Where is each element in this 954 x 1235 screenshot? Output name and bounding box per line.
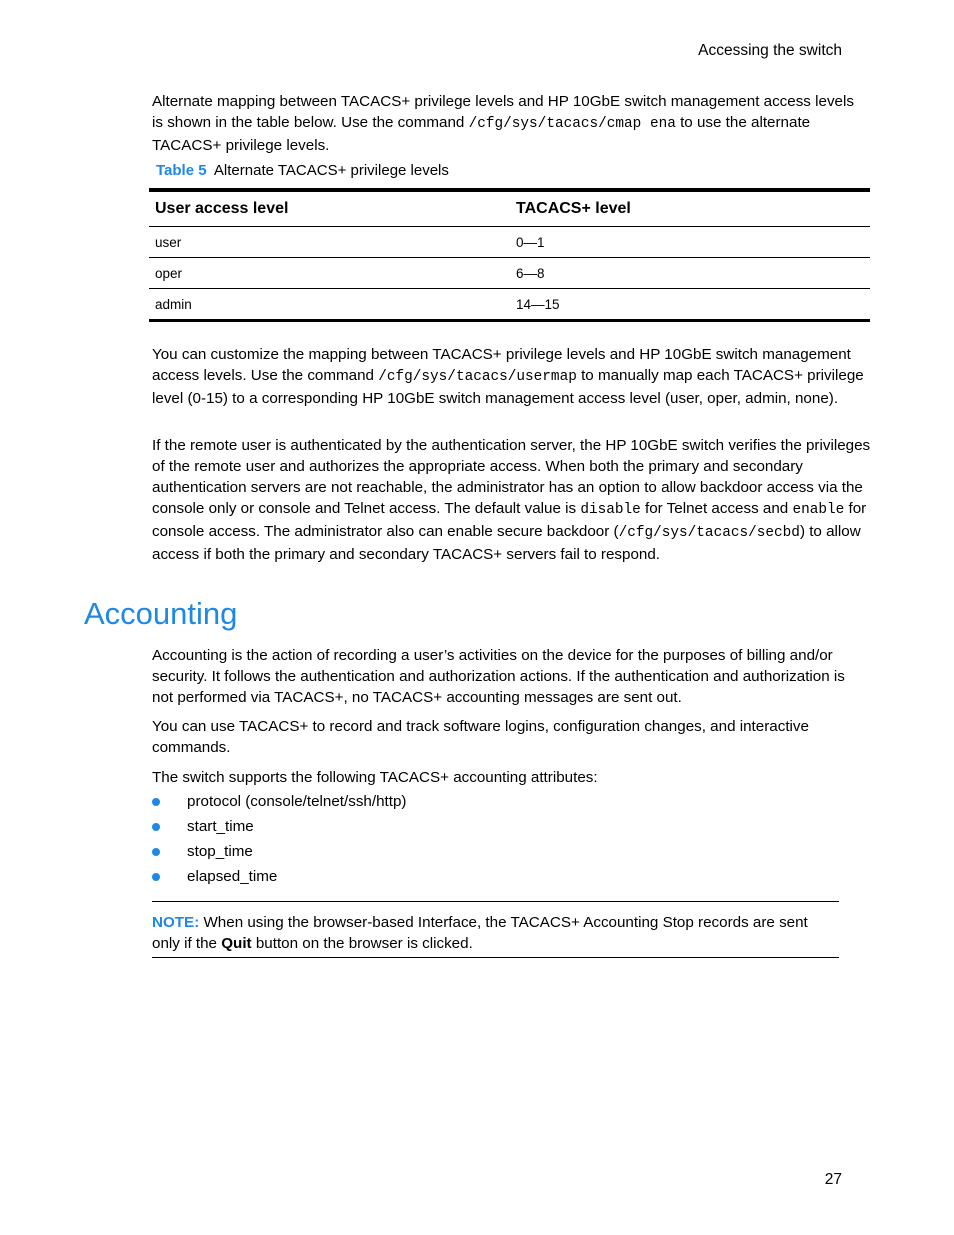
- cell-access-level: user: [149, 227, 510, 258]
- table-title: Alternate TACACS+ privilege levels: [213, 162, 449, 179]
- quit-button-name: Quit: [221, 935, 252, 952]
- table-number: Table 5: [156, 162, 207, 179]
- privilege-levels-table: [149, 188, 870, 322]
- accounting-paragraph-3: The switch supports the following TACACS+ accounting attributes:: [152, 769, 598, 786]
- bullet-icon: [152, 823, 160, 831]
- cmap-command: /cfg/sys/tacacs/cmap ena: [468, 116, 676, 132]
- section-heading-accounting: Accounting: [84, 596, 238, 631]
- bullet-icon: [152, 798, 160, 806]
- col-tacacs-level: TACACS+ level: [510, 190, 870, 227]
- bullet-icon: [152, 848, 160, 856]
- enable-value: enable: [792, 502, 845, 518]
- list-item: protocol (console/telnet/ssh/http): [152, 791, 407, 816]
- cell-tacacs-level: 6—8: [510, 258, 870, 289]
- cell-tacacs-level: 0—1: [510, 227, 870, 258]
- list-item: elapsed_time: [152, 866, 407, 891]
- note-label: NOTE:: [152, 914, 200, 931]
- table-row: [149, 227, 870, 258]
- table-row: [149, 289, 870, 321]
- table-row: [149, 258, 870, 289]
- table-caption: [156, 162, 449, 179]
- list-item: start_time: [152, 816, 407, 841]
- disable-value: disable: [580, 502, 641, 518]
- accounting-paragraph-1: Accounting is the action of recording a user’s activities on the device for the purposes of billing and/or security. It follows the authentication and authorization actions. If the authentication and authorization is not performed via TACACS+, no TACACS+ accounting messages are sent out.: [152, 647, 845, 706]
- usermap-command: /cfg/sys/tacacs/usermap: [378, 369, 577, 385]
- bullet-icon: [152, 873, 160, 881]
- accounting-paragraph-2: You can use TACACS+ to record and track software logins, configuration changes, and interactive commands.: [152, 718, 809, 756]
- table-header-row: [149, 190, 870, 227]
- cell-access-level: admin: [155, 296, 192, 312]
- customize-paragraph: You can customize the mapping between TACACS+ privilege levels and HP 10GbE switch management access levels. Use the command /cfg/sys/tacacs/usermap to manually map each TACACS+ privilege level (0-15) to a corresponding HP 10GbE switch management access level (user, oper, admin, none).: [152, 346, 864, 407]
- list-item: stop_time: [152, 841, 407, 866]
- secbd-command: /cfg/sys/tacacs/secbd: [618, 525, 800, 541]
- note-box: NOTE: When using the browser-based Interface, the TACACS+ Accounting Stop records are sent only if the Quit button on the browser is clicked.: [152, 901, 839, 958]
- page-number: 27: [824, 1171, 842, 1188]
- remote-auth-paragraph: If the remote user is authenticated by the authentication server, the HP 10GbE switch verifies the privileges of the remote user and authorizes the appropriate access. When both the primary and secondary authentication servers are not reachable, the administrator has an option to allow backdoor access via the console only or console and Telnet access. The default value is disable for Telnet access and enable for console access. The administrator also can enable secure backdoor (/cfg/sys/tacacs/secbd) to allow access if both the primary and secondary TACACS+ servers fail to respond.: [152, 437, 871, 563]
- cell-tacacs-level: 14—15: [516, 296, 560, 312]
- col-user-access-level: User access level: [149, 190, 510, 227]
- cell-access-level: oper: [149, 258, 510, 289]
- accounting-attributes-list: [152, 791, 407, 891]
- intro-paragraph: Alternate mapping between TACACS+ privilege levels and HP 10GbE switch management access levels is shown in the table below. Use the command /cfg/sys/tacacs/cmap ena to use the alternate TACACS+ privilege levels.: [152, 93, 854, 154]
- running-header: Accessing the switch: [698, 42, 842, 59]
